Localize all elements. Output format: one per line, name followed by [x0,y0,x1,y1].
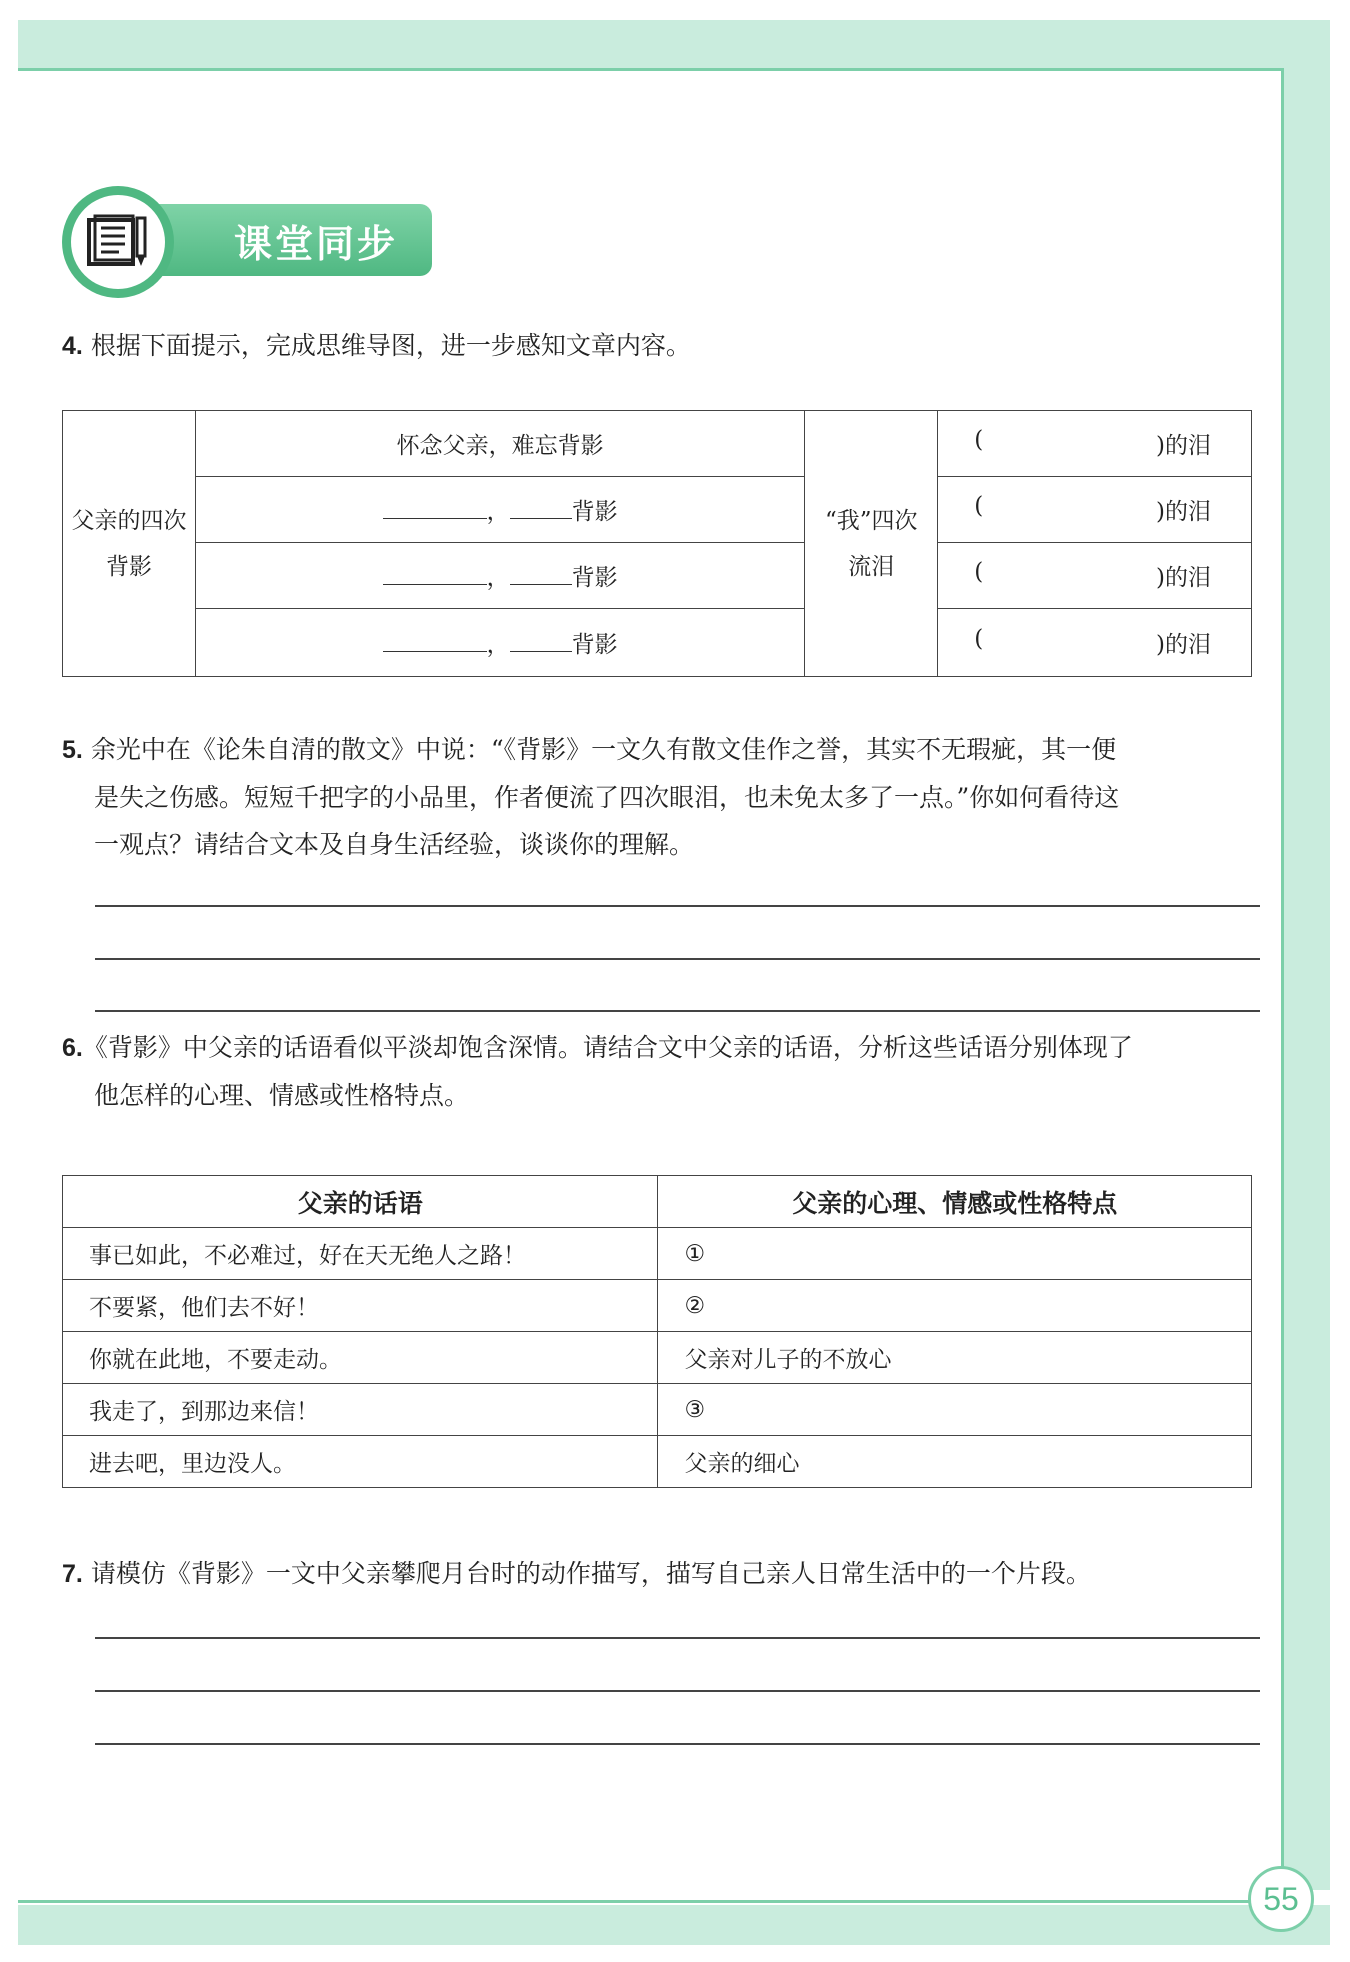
answer-line[interactable] [95,1010,1260,1012]
question-5 [62,726,1262,868]
trait-cell: 父亲对儿子的不放心 [658,1332,1252,1384]
backview-row: ， 背影 [195,609,804,677]
question-6 [62,1024,1262,1119]
father-words-cell: 你就在此地，不要走动。 [63,1332,658,1384]
bottom-border-band [18,1905,1330,1945]
father-words-cell: 事已如此，不必难过，好在天无绝人之路！ [63,1228,658,1280]
backview-row: 怀念父亲，难忘背影 [195,411,804,477]
top-border-band [18,20,1330,68]
backview-row: ， 背影 [195,543,804,609]
answer-blank[interactable] [383,560,487,585]
column-header: 父亲的心理、情感或性格特点 [658,1176,1252,1228]
answer-blank[interactable] [510,494,572,519]
father-words-cell: 进去吧，里边没人。 [63,1436,658,1488]
answer-blank[interactable] [383,494,487,519]
answer-blank[interactable] [383,627,487,652]
tear-row: ( )的泪 [938,477,1252,543]
tear-row: ( )的泪 [938,543,1252,609]
table-row [63,1384,1252,1436]
question-text: 根据下面提示，完成思维导图，进一步感知文章内容。 [90,331,691,360]
right-border-line [1281,68,1284,1890]
father-backview-label: 父亲的四次 背影 [63,411,196,677]
table-row [63,1280,1252,1332]
section-title: 课堂同步 [234,221,399,266]
question-number: 6. [62,1034,83,1062]
answer-blank[interactable] [510,627,572,652]
question-text: 请模仿《背影》一文中父亲攀爬月台时的动作描写，描写自己亲人日常生活中的一个片段。 [90,1559,1091,1588]
trait-cell[interactable]: ③ [658,1384,1252,1436]
trait-cell: 父亲的细心 [658,1436,1252,1488]
notebook-pencil-icon [71,195,165,289]
answer-line[interactable] [95,1690,1260,1692]
column-header: 父亲的话语 [63,1176,658,1228]
answer-line[interactable] [95,905,1260,907]
bottom-border-line [18,1900,1258,1903]
table-row [63,1228,1252,1280]
question-text: 余光中在《论朱自清的散文》中说：“《背影》一文久有散文佳作之誉，其实不无瑕疵，其一便 [90,735,1117,764]
question-7 [62,1550,1262,1598]
section-badge [62,186,174,298]
father-words-table [62,1175,1252,1488]
question-number: 5. [62,736,83,764]
question-text: 一观点？请结合文本及自身生活经验，谈谈你的理解。 [94,830,695,859]
father-words-cell: 不要紧，他们去不好！ [63,1280,658,1332]
trait-cell[interactable]: ② [658,1280,1252,1332]
table-row [63,1436,1252,1488]
table-header-row [63,1176,1252,1228]
trait-cell[interactable]: ① [658,1228,1252,1280]
section-header [62,186,399,296]
section-tab [130,204,432,276]
question-text: 是失之伤感。短短千把字的小品里，作者便流了四次眼泪，也未免太多了一点。”你如何看待这 [94,783,1120,812]
question-4 [62,322,1262,370]
question-text: 《背影》中父亲的话语看似平淡却饱含深情。请结合文中父亲的话语，分析这些话语分别体现了 [82,1033,1133,1062]
top-border-line [18,68,1284,71]
father-words-cell: 我走了，到那边来信！ [63,1384,658,1436]
question-number: 7. [62,1560,83,1588]
answer-blank[interactable] [510,560,572,585]
backview-row: ， 背影 [195,477,804,543]
question-number: 4. [62,332,83,360]
tear-row: ( )的泪 [938,609,1252,677]
tears-label: “我”四次 流泪 [805,411,938,677]
mind-map-table [62,410,1252,677]
answer-line[interactable] [95,958,1260,960]
table-row [63,1332,1252,1384]
tear-row: ( )的泪 [938,411,1252,477]
right-border-band [1284,20,1330,1890]
answer-line[interactable] [95,1743,1260,1745]
answer-line[interactable] [95,1637,1260,1639]
question-text: 他怎样的心理、情感或性格特点。 [94,1081,470,1110]
page-number: 55 [1248,1866,1314,1932]
